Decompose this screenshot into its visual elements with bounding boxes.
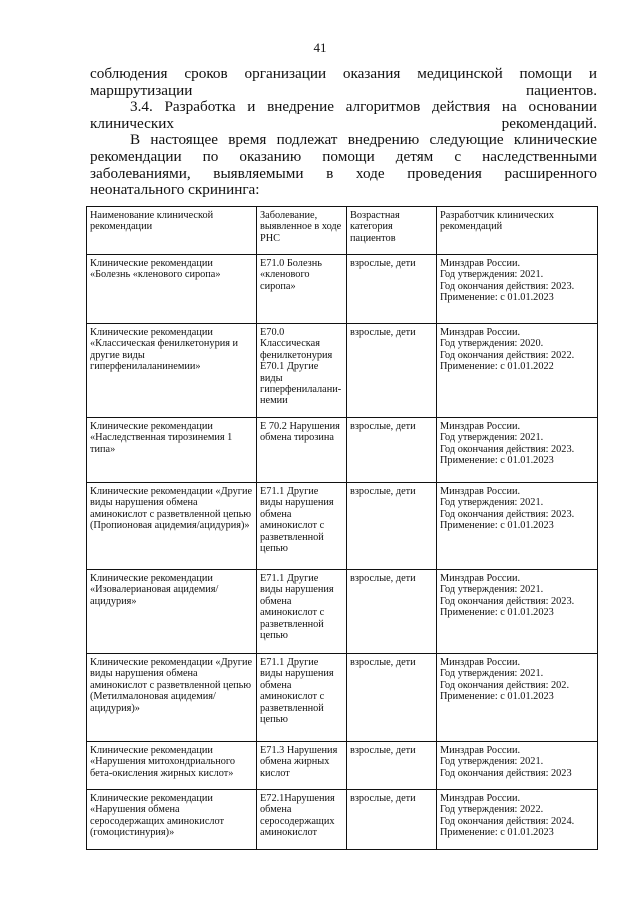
body-text [90,66,597,199]
cell-age: взрослые, дети [347,255,437,324]
cell-developer: Минздрав России. Год утверждения: 2021. Год окончания действия: 2023. Применение: с 01.01.2023 [437,255,598,324]
cell-developer: Минздрав России. Год утверждения: 2021. Год окончания действия: 2023. Применение: с 01.01.2023 [437,483,598,570]
cell-disease: E71.3 Нарушения обмена жирных кислот [257,742,347,790]
cell-name: Клинические рекомендации «Наследственная тирозинемия 1 типа» [87,418,257,483]
cell-disease: E71.1 Другие виды нарушения обмена аминокислот с разветвленной цепью [257,570,347,654]
header-developer: Разработчик клинических рекомендаций [437,207,598,255]
cell-age: взрослые, дети [347,418,437,483]
paragraph-3: В настоящее время подлежат внедрению следующие клинические рекомендации по оказанию помощи детям с наследственными заболеваниями, выявляемыми в ходе проведения расширенного неонатального скрининга: [90,131,597,199]
page-number: 41 [313,40,327,55]
cell-name: Клинические рекомендации «Нарушения митохондриального бета-окисления жирных кислот» [87,742,257,790]
cell-age: взрослые, дети [347,483,437,570]
cell-developer: Минздрав России. Год утверждения: 2021. Год окончания действия: 2023. Применение: с 01.01.2023 [437,570,598,654]
table-row [87,418,598,483]
table-body [87,255,598,850]
cell-name: Клинические рекомендации «Другие виды нарушения обмена аминокислот с разветвленной цепью (Метилмалоновая ацидемия/ацидурия)» [87,654,257,742]
cell-age: взрослые, дети [347,654,437,742]
cell-developer: Минздрав России. Год утверждения: 2021. Год окончания действия: 2023. Применение: с 01.01.2023 [437,418,598,483]
table-header-row [87,207,598,255]
table-row [87,255,598,324]
cell-disease: E71.1 Другие виды нарушения обмена аминокислот с разветвленной цепью [257,654,347,742]
cell-name: Клинические рекомендации «Другие виды нарушения обмена аминокислот с разветвленной цепью (Пропионовая ацидемия/ацидурия)» [87,483,257,570]
cell-name: Клинические рекомендации «Изовалериановая ацидемия/ацидурия» [87,570,257,654]
table-row [87,654,598,742]
paragraph-1: соблюдения сроков организации оказания медицинской помощи и маршрутизации пациентов. [90,65,597,99]
cell-disease: E71.1 Другие виды нарушения обмена аминокислот с разветвленной цепью [257,483,347,570]
cell-disease: E70.0 Классическая фенилкетонурия E70.1 Другие виды гиперфенилалани-немии [257,324,347,418]
cell-name: Клинические рекомендации «Классическая фенилкетонурия и другие виды гиперфенилаланинемии» [87,324,257,418]
cell-developer: Минздрав России. Год утверждения: 2020. Год окончания действия: 2022. Применение: с 01.01.2022 [437,324,598,418]
header-age: Возрастная категория пациентов [347,207,437,255]
cell-developer: Минздрав России. Год утверждения: 2022. Год окончания действия: 2024. Применение: с 01.01.2023 [437,790,598,850]
cell-disease: E72.1Нарушения обмена серосодержащих аминокислот [257,790,347,850]
cell-age: взрослые, дети [347,324,437,418]
cell-disease: E71.0 Болезнь «кленового сиропа» [257,255,347,324]
table-row [87,790,598,850]
cell-age: взрослые, дети [347,790,437,850]
table-row [87,324,598,418]
cell-name: Клинические рекомендации «Болезнь «кленового сиропа» [87,255,257,324]
cell-disease: E 70.2 Нарушения обмена тирозина [257,418,347,483]
cell-developer: Минздрав России. Год утверждения: 2021. Год окончания действия: 2023 [437,742,598,790]
table-row [87,483,598,570]
cell-age: взрослые, дети [347,742,437,790]
table-row [87,742,598,790]
paragraph-2: 3.4. Разработка и внедрение алгоритмов действия на основании клинических рекомендаций. [90,98,597,132]
table-row [87,570,598,654]
table-header [87,207,598,255]
cell-age: взрослые, дети [347,570,437,654]
header-disease: Заболевание, выявленное в ходе РНС [257,207,347,255]
cell-name: Клинические рекомендации «Нарушения обмена серосодержащих аминокислот (гомоцистинурия)» [87,790,257,850]
cell-developer: Минздрав России. Год утверждения: 2021. Год окончания действия: 202. Применение: с 01.01.2023 [437,654,598,742]
recommendations-table [86,206,598,850]
header-name: Наименование клинической рекомендации [87,207,257,255]
